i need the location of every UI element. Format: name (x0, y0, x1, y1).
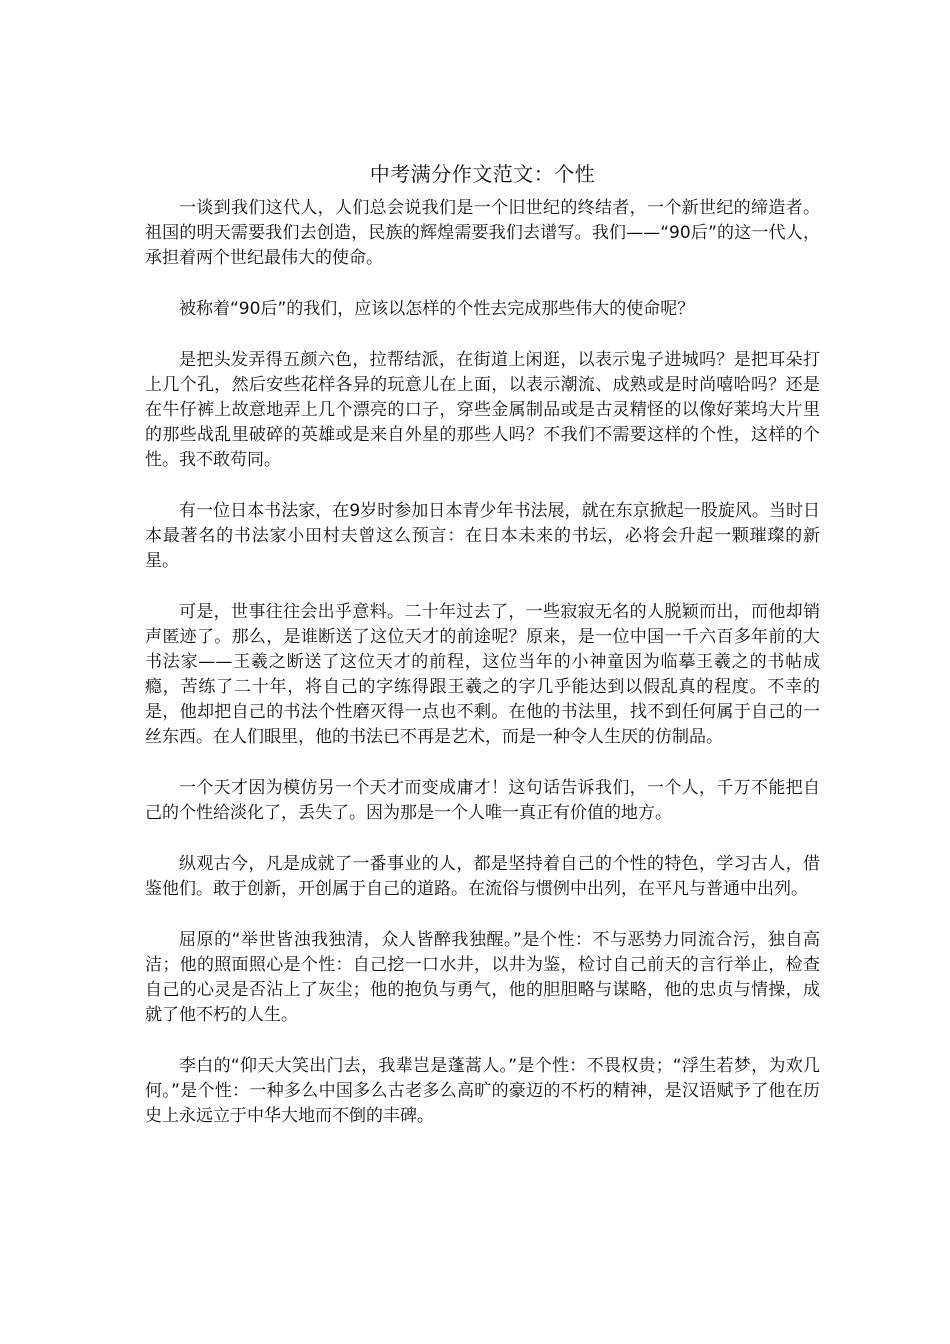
paragraph-6: 一个天才因为模仿另一个天才而变成庸才！这句话告诉我们，一个人，千万不能把自己的个性给淡化了，丢失了。因为那是一个人唯一真正有价值的地方。 (145, 778, 820, 823)
document-title: 中考满分作文范文：个性 (369, 162, 596, 186)
paragraph-7: 纵观古今，凡是成就了一番事业的人，都是坚持着自己的个性的特色，学习古人，借鉴他们。敢于创新，开创属于自己的道路。在流俗与惯例中出列，在平凡与普通中出列。 (145, 854, 820, 899)
paragraph-4: 有一位日本书法家，在9岁时参加日本青少年书法展，就在东京掀起一股旋风。当时日本最著名的书法家小田村夫曾这么预言：在日本未来的书坛，必将会升起一颗璀璨的新星。 (145, 501, 820, 571)
paragraph-2: 被称着“90后”的我们，应该以怎样的个性去完成那些伟大的使命呢？ (179, 299, 695, 319)
paragraph-8: 屈原的“举世皆浊我独清，众人皆醉我独醒。”是个性：不与恶势力同流合污，独自高洁；他的照面照心是个性：自己挖一口水井，以井为鉴，检讨自己前天的言行举止，检查自己的心灵是否沾上了灰尘；他的抱负与勇气，他的胆胆略与谋略，他的忠贞与情操，成就了他不朽的人生。 (145, 930, 820, 1025)
paragraph-9: 李白的“仰天大笑出门去，我辈岂是蓬蒿人。”是个性：不畏权贵；“浮生若梦，为欢几何。”是个性：一种多么中国多么古老多么高旷的豪迈的不朽的精神，是汉语赋予了他在历史上永远立于中华大地而不倒的丰碑。 (145, 1056, 820, 1126)
paragraph-1: 一谈到我们这代人，人们总会说我们是一个旧世纪的终结者，一个新世纪的缔造者。祖国的明天需要我们去创造，民族的辉煌需要我们去谱写。我们——“90后”的这一代人，承担着两个世纪最伟大的使命。 (145, 198, 820, 268)
paragraph-3: 是把头发弄得五颜六色，拉帮结派，在街道上闲逛，以表示鬼子进城吗？是把耳朵打上几个孔，然后安些花样各异的玩意儿在上面，以表示潮流、成熟或是时尚嘻哈吗？还是在牛仔裤上故意地弄上几个漂亮的口子，穿些金属制品或是古灵精怪的以像好莱坞大片里的那些战乱里破碎的英雄或是来自外星的那些人吗？不我们不需要这样的个性，这样的个性。我不敢苟同。 (145, 350, 820, 470)
paragraph-5: 可是，世事往往会出乎意料。二十年过去了，一些寂寂无名的人脱颖而出，而他却销声匿迹了。那么，是谁断送了这位天才的前途呢？原来，是一位中国一千六百多年前的大书法家——王羲之断送了这位天才的前程，这位当年的小神童因为临摹王羲之的书帖成瘾，苦练了二十年，将自己的字练得跟王羲之的字几乎能达到以假乱真的程度。不幸的是，他却把自己的书法个性磨灭得一点也不剩。在他的书法里，找不到任何属于自己的一丝东西。在人们眼里，他的书法已不再是艺术，而是一种令人生厌的仿制品。 (145, 602, 820, 747)
